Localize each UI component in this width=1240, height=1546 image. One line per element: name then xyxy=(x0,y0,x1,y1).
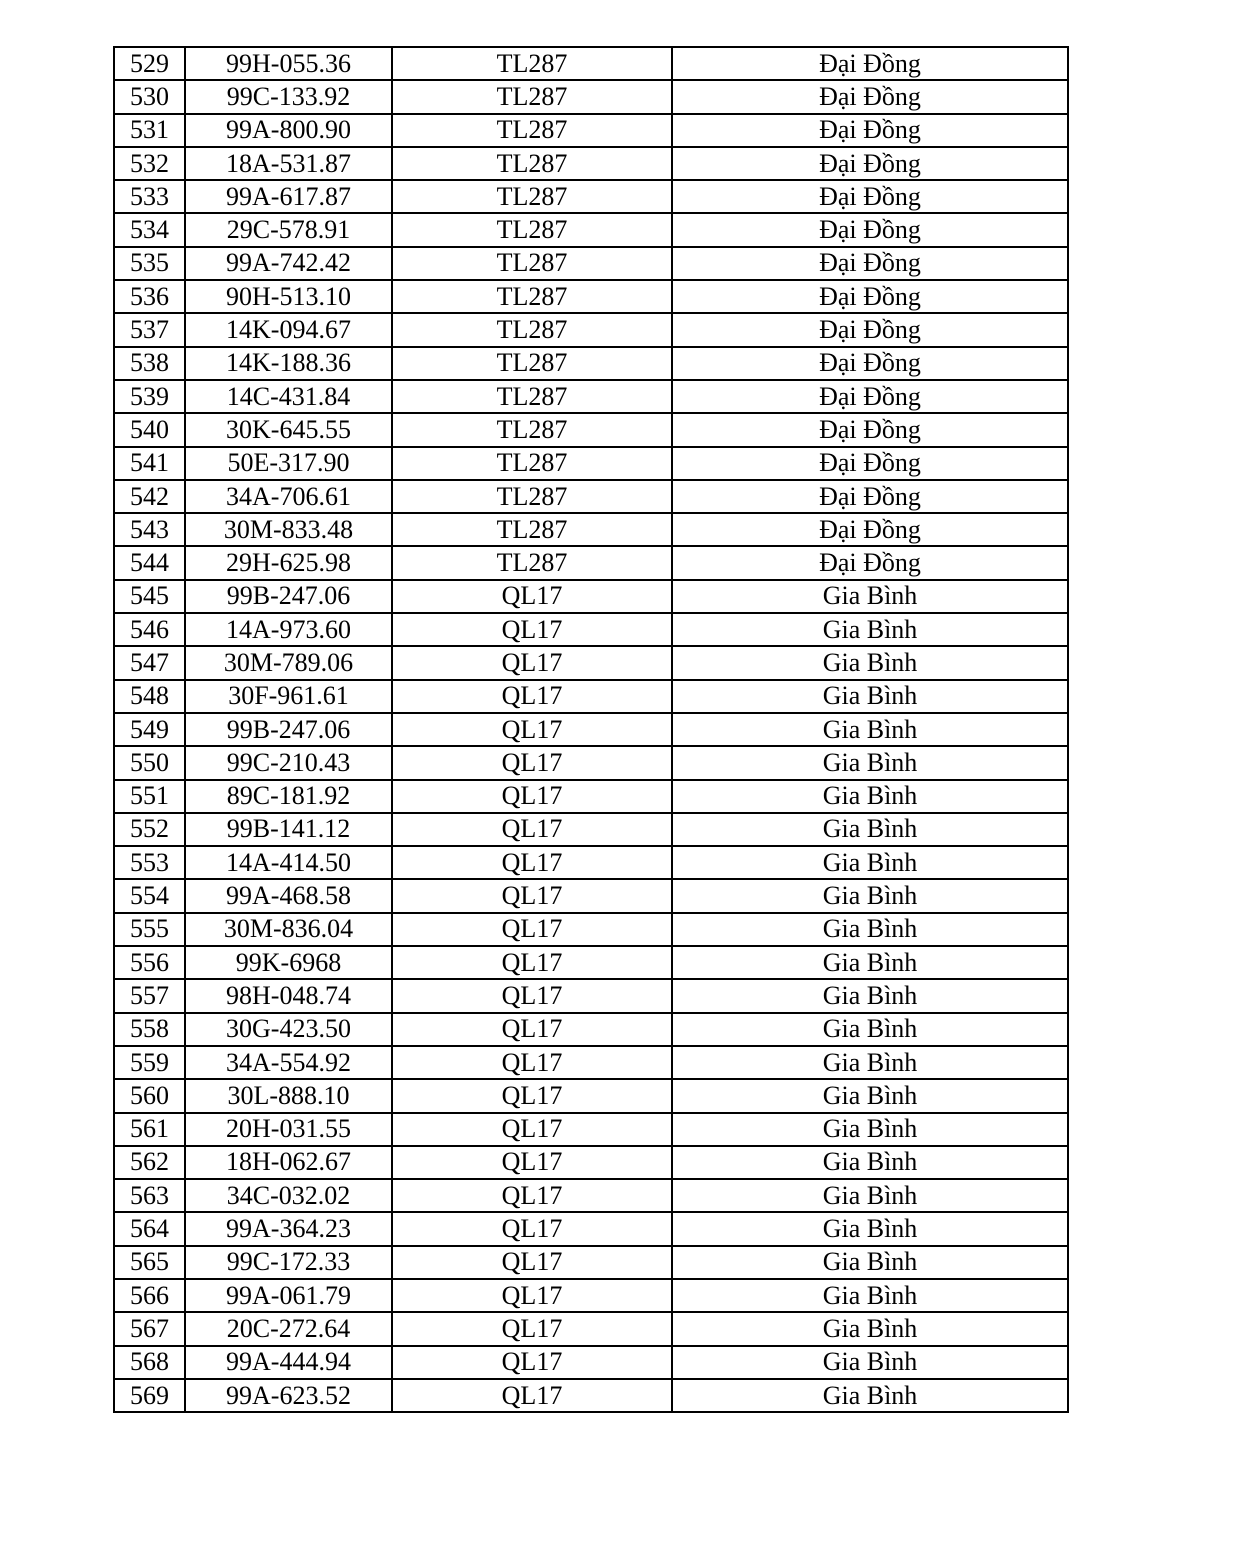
row-number-cell: 543 xyxy=(114,513,185,546)
table-row xyxy=(114,513,1068,546)
area-cell: Gia Bình xyxy=(672,913,1068,946)
plate-number-cell: 99A-061.79 xyxy=(185,1279,392,1312)
area-cell: Đại Đồng xyxy=(672,213,1068,246)
table-row xyxy=(114,180,1068,213)
road-cell: TL287 xyxy=(392,47,672,80)
plate-number-cell: 30M-836.04 xyxy=(185,913,392,946)
row-number-cell: 565 xyxy=(114,1246,185,1279)
area-cell: Gia Bình xyxy=(672,879,1068,912)
area-cell: Đại Đồng xyxy=(672,313,1068,346)
plate-number-cell: 99A-742.42 xyxy=(185,247,392,280)
road-cell: QL17 xyxy=(392,1046,672,1079)
road-cell: QL17 xyxy=(392,1146,672,1179)
plate-number-cell: 30F-961.61 xyxy=(185,680,392,713)
plate-number-cell: 99A-444.94 xyxy=(185,1346,392,1379)
row-number-cell: 567 xyxy=(114,1312,185,1345)
plate-number-cell: 99B-141.12 xyxy=(185,813,392,846)
area-cell: Đại Đồng xyxy=(672,347,1068,380)
area-cell: Đại Đồng xyxy=(672,413,1068,446)
row-number-cell: 535 xyxy=(114,247,185,280)
area-cell: Gia Bình xyxy=(672,813,1068,846)
row-number-cell: 529 xyxy=(114,47,185,80)
plate-number-cell: 99B-247.06 xyxy=(185,580,392,613)
road-cell: QL17 xyxy=(392,1379,672,1412)
road-cell: TL287 xyxy=(392,447,672,480)
road-cell: QL17 xyxy=(392,746,672,779)
road-cell: QL17 xyxy=(392,846,672,879)
table-row xyxy=(114,1279,1068,1312)
row-number-cell: 542 xyxy=(114,480,185,513)
table-row xyxy=(114,1312,1068,1345)
table-row xyxy=(114,680,1068,713)
road-cell: TL287 xyxy=(392,513,672,546)
area-cell: Gia Bình xyxy=(672,1312,1068,1345)
area-cell: Đại Đồng xyxy=(672,380,1068,413)
table-row xyxy=(114,247,1068,280)
area-cell: Gia Bình xyxy=(672,1179,1068,1212)
area-cell: Gia Bình xyxy=(672,613,1068,646)
road-cell: QL17 xyxy=(392,780,672,813)
area-cell: Đại Đồng xyxy=(672,513,1068,546)
plate-number-cell: 30L-888.10 xyxy=(185,1079,392,1112)
table-row xyxy=(114,213,1068,246)
table-row xyxy=(114,580,1068,613)
row-number-cell: 555 xyxy=(114,913,185,946)
area-cell: Gia Bình xyxy=(672,1379,1068,1412)
row-number-cell: 533 xyxy=(114,180,185,213)
area-cell: Đại Đồng xyxy=(672,180,1068,213)
row-number-cell: 566 xyxy=(114,1279,185,1312)
area-cell: Gia Bình xyxy=(672,946,1068,979)
table-row xyxy=(114,913,1068,946)
area-cell: Đại Đồng xyxy=(672,447,1068,480)
table-row xyxy=(114,147,1068,180)
row-number-cell: 547 xyxy=(114,646,185,679)
row-number-cell: 532 xyxy=(114,147,185,180)
table-row xyxy=(114,746,1068,779)
table-row xyxy=(114,1379,1068,1412)
row-number-cell: 550 xyxy=(114,746,185,779)
row-number-cell: 556 xyxy=(114,946,185,979)
plate-number-cell: 14A-414.50 xyxy=(185,846,392,879)
table-row xyxy=(114,80,1068,113)
area-cell: Gia Bình xyxy=(672,979,1068,1012)
row-number-cell: 568 xyxy=(114,1346,185,1379)
row-number-cell: 544 xyxy=(114,546,185,579)
road-cell: QL17 xyxy=(392,1279,672,1312)
table-row xyxy=(114,313,1068,346)
table-row xyxy=(114,1246,1068,1279)
road-cell: QL17 xyxy=(392,713,672,746)
plate-number-cell: 34C-032.02 xyxy=(185,1179,392,1212)
area-cell: Đại Đồng xyxy=(672,480,1068,513)
row-number-cell: 552 xyxy=(114,813,185,846)
table-row xyxy=(114,47,1068,80)
area-cell: Đại Đồng xyxy=(672,114,1068,147)
table-row xyxy=(114,380,1068,413)
area-cell: Đại Đồng xyxy=(672,546,1068,579)
table-row xyxy=(114,114,1068,147)
plate-number-cell: 99A-623.52 xyxy=(185,1379,392,1412)
plate-number-cell: 89C-181.92 xyxy=(185,780,392,813)
road-cell: QL17 xyxy=(392,946,672,979)
table-row xyxy=(114,413,1068,446)
row-number-cell: 534 xyxy=(114,213,185,246)
table-row xyxy=(114,813,1068,846)
table-row xyxy=(114,713,1068,746)
road-cell: QL17 xyxy=(392,979,672,1012)
road-cell: QL17 xyxy=(392,1013,672,1046)
plate-number-cell: 34A-554.92 xyxy=(185,1046,392,1079)
road-cell: TL287 xyxy=(392,380,672,413)
table-row xyxy=(114,646,1068,679)
road-cell: QL17 xyxy=(392,813,672,846)
row-number-cell: 545 xyxy=(114,580,185,613)
table-row xyxy=(114,946,1068,979)
row-number-cell: 549 xyxy=(114,713,185,746)
road-cell: TL287 xyxy=(392,313,672,346)
row-number-cell: 540 xyxy=(114,413,185,446)
plate-number-cell: 20H-031.55 xyxy=(185,1113,392,1146)
table-row xyxy=(114,447,1068,480)
plate-number-cell: 30G-423.50 xyxy=(185,1013,392,1046)
area-cell: Gia Bình xyxy=(672,1279,1068,1312)
road-cell: QL17 xyxy=(392,1113,672,1146)
road-cell: QL17 xyxy=(392,1079,672,1112)
table-row xyxy=(114,1079,1068,1112)
row-number-cell: 558 xyxy=(114,1013,185,1046)
row-number-cell: 536 xyxy=(114,280,185,313)
road-cell: TL287 xyxy=(392,180,672,213)
plate-number-cell: 14K-094.67 xyxy=(185,313,392,346)
area-cell: Đại Đồng xyxy=(672,280,1068,313)
road-cell: TL287 xyxy=(392,80,672,113)
area-cell: Gia Bình xyxy=(672,1113,1068,1146)
area-cell: Gia Bình xyxy=(672,646,1068,679)
row-number-cell: 530 xyxy=(114,80,185,113)
area-cell: Gia Bình xyxy=(672,1079,1068,1112)
table-row xyxy=(114,347,1068,380)
row-number-cell: 563 xyxy=(114,1179,185,1212)
area-cell: Đại Đồng xyxy=(672,80,1068,113)
row-number-cell: 548 xyxy=(114,680,185,713)
row-number-cell: 531 xyxy=(114,114,185,147)
area-cell: Đại Đồng xyxy=(672,147,1068,180)
road-cell: TL287 xyxy=(392,480,672,513)
plate-number-cell: 20C-272.64 xyxy=(185,1312,392,1345)
area-cell: Gia Bình xyxy=(672,680,1068,713)
area-cell: Gia Bình xyxy=(672,746,1068,779)
area-cell: Gia Bình xyxy=(672,713,1068,746)
row-number-cell: 554 xyxy=(114,879,185,912)
row-number-cell: 551 xyxy=(114,780,185,813)
road-cell: TL287 xyxy=(392,280,672,313)
plate-number-cell: 99A-364.23 xyxy=(185,1212,392,1245)
road-cell: TL287 xyxy=(392,546,672,579)
table-row xyxy=(114,1113,1068,1146)
plate-number-cell: 99C-172.33 xyxy=(185,1246,392,1279)
plate-number-cell: 99B-247.06 xyxy=(185,713,392,746)
road-cell: QL17 xyxy=(392,680,672,713)
plate-number-cell: 18H-062.67 xyxy=(185,1146,392,1179)
area-cell: Đại Đồng xyxy=(672,47,1068,80)
row-number-cell: 564 xyxy=(114,1212,185,1245)
table-row xyxy=(114,1346,1068,1379)
road-cell: QL17 xyxy=(392,913,672,946)
road-cell: QL17 xyxy=(392,1246,672,1279)
road-cell: QL17 xyxy=(392,1179,672,1212)
plate-number-cell: 99A-617.87 xyxy=(185,180,392,213)
road-cell: QL17 xyxy=(392,580,672,613)
row-number-cell: 553 xyxy=(114,846,185,879)
plate-number-cell: 14A-973.60 xyxy=(185,613,392,646)
road-cell: TL287 xyxy=(392,114,672,147)
plate-number-cell: 99C-133.92 xyxy=(185,80,392,113)
road-cell: QL17 xyxy=(392,1212,672,1245)
plate-table xyxy=(113,46,1069,1413)
plate-number-cell: 18A-531.87 xyxy=(185,147,392,180)
road-cell: TL287 xyxy=(392,213,672,246)
row-number-cell: 559 xyxy=(114,1046,185,1079)
plate-number-cell: 14K-188.36 xyxy=(185,347,392,380)
area-cell: Gia Bình xyxy=(672,1013,1068,1046)
road-cell: TL287 xyxy=(392,347,672,380)
area-cell: Gia Bình xyxy=(672,580,1068,613)
road-cell: QL17 xyxy=(392,1346,672,1379)
area-cell: Gia Bình xyxy=(672,780,1068,813)
row-number-cell: 538 xyxy=(114,347,185,380)
road-cell: TL287 xyxy=(392,413,672,446)
table-row xyxy=(114,846,1068,879)
plate-number-cell: 30K-645.55 xyxy=(185,413,392,446)
plate-table-body xyxy=(114,47,1068,1412)
plate-number-cell: 98H-048.74 xyxy=(185,979,392,1012)
row-number-cell: 557 xyxy=(114,979,185,1012)
area-cell: Gia Bình xyxy=(672,1246,1068,1279)
road-cell: TL287 xyxy=(392,247,672,280)
row-number-cell: 569 xyxy=(114,1379,185,1412)
row-number-cell: 539 xyxy=(114,380,185,413)
plate-number-cell: 90H-513.10 xyxy=(185,280,392,313)
plate-number-cell: 99H-055.36 xyxy=(185,47,392,80)
row-number-cell: 561 xyxy=(114,1113,185,1146)
plate-number-cell: 99A-468.58 xyxy=(185,879,392,912)
row-number-cell: 560 xyxy=(114,1079,185,1112)
area-cell: Gia Bình xyxy=(672,1046,1068,1079)
area-cell: Đại Đồng xyxy=(672,247,1068,280)
plate-number-cell: 99C-210.43 xyxy=(185,746,392,779)
table-row xyxy=(114,1212,1068,1245)
area-cell: Gia Bình xyxy=(672,1346,1068,1379)
row-number-cell: 537 xyxy=(114,313,185,346)
table-row xyxy=(114,546,1068,579)
row-number-cell: 546 xyxy=(114,613,185,646)
table-row xyxy=(114,780,1068,813)
area-cell: Gia Bình xyxy=(672,1146,1068,1179)
plate-number-cell: 30M-789.06 xyxy=(185,646,392,679)
row-number-cell: 562 xyxy=(114,1146,185,1179)
road-cell: QL17 xyxy=(392,879,672,912)
table-row xyxy=(114,613,1068,646)
plate-number-cell: 99A-800.90 xyxy=(185,114,392,147)
plate-number-cell: 30M-833.48 xyxy=(185,513,392,546)
plate-number-cell: 14C-431.84 xyxy=(185,380,392,413)
table-row xyxy=(114,1179,1068,1212)
plate-number-cell: 34A-706.61 xyxy=(185,480,392,513)
road-cell: TL287 xyxy=(392,147,672,180)
row-number-cell: 541 xyxy=(114,447,185,480)
road-cell: QL17 xyxy=(392,1312,672,1345)
plate-number-cell: 99K-6968 xyxy=(185,946,392,979)
plate-number-cell: 50E-317.90 xyxy=(185,447,392,480)
road-cell: QL17 xyxy=(392,646,672,679)
plate-number-cell: 29C-578.91 xyxy=(185,213,392,246)
road-cell: QL17 xyxy=(392,613,672,646)
table-row xyxy=(114,1046,1068,1079)
area-cell: Gia Bình xyxy=(672,846,1068,879)
table-row xyxy=(114,879,1068,912)
area-cell: Gia Bình xyxy=(672,1212,1068,1245)
table-row xyxy=(114,280,1068,313)
table-row xyxy=(114,1013,1068,1046)
plate-number-cell: 29H-625.98 xyxy=(185,546,392,579)
table-row xyxy=(114,480,1068,513)
table-row xyxy=(114,1146,1068,1179)
table-row xyxy=(114,979,1068,1012)
